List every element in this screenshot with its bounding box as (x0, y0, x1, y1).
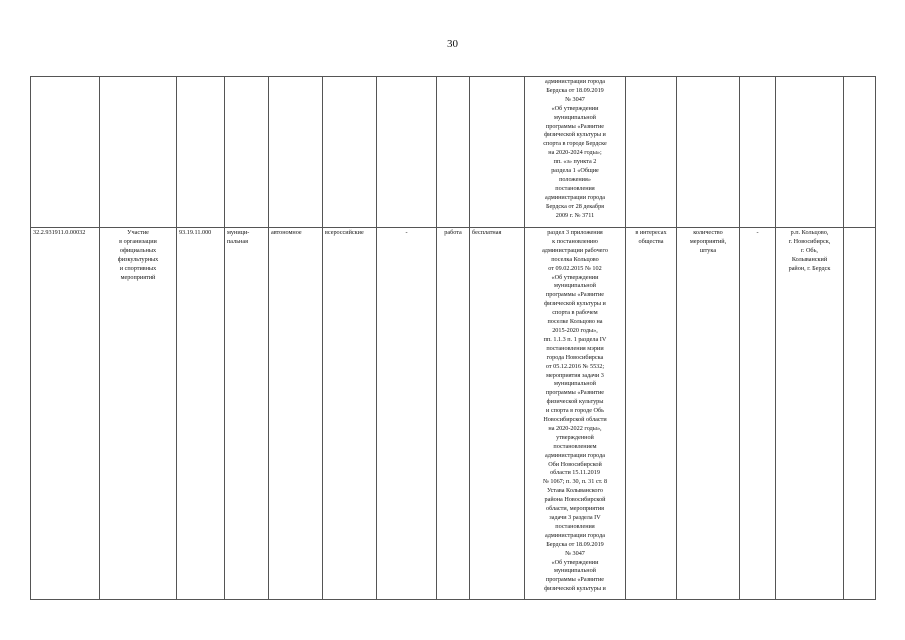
consumers-cell: в интересах общества (626, 228, 677, 600)
consumers-cell (626, 77, 677, 228)
okved-cell: 93.19.11.000 (177, 228, 225, 600)
kind-cell (437, 77, 470, 228)
indicator-cell: количество мероприятий, штука (677, 228, 740, 600)
level-cell (323, 77, 377, 228)
registry-table (30, 76, 876, 600)
payment-cell: бесплатная (470, 228, 525, 600)
okved-cell (177, 77, 225, 228)
legal-basis-cell: администрации города Бердска от 18.09.2019 № 3047 «Об утверждении муниципальной программы «Развитие физической культуры и спорта в городе Бердске на 2020-2024 годы»; пп. «з» пункта 2 раздела 1 «Общие положения» постановления администрации города Бердска от 28 декабря 2009 г. № 3711 (525, 77, 626, 228)
legal-basis-cell: раздел 3 приложения к постановлению администрации рабочего поселка Кольцово от 09.02.2015 № 102 «Об утверждении муниципальной программы «Развитие физической культуры и спорта в рабочем поселке Кольцово на 2015-2020 годы», пп. 1.1.3 п. 1 раздела IV постановления мэрии города Новосибирска от 05.12.2016 № 5532; мероприятия задачи 3 муниципальной программы «Развитие физической культуры и спорта в городе Обь Новосибирской области на 2020-2022 годы», утвержденной постановлением администрации города Оби Новосибирской области 15.11.2019 № 1067; п. 30, п. 31 ст. 8 Устава Колыванского района Новосибирской области, мероприятия задачи 3 раздела IV постановления администрации города Бердска от 18.09.2019 № 3047 «Об утверждении муниципальной программы «Развитие физической культуры и (525, 228, 626, 600)
kind-cell: работа (437, 228, 470, 600)
service-name-cell (100, 77, 177, 228)
registry-code-cell: 32.2.931911.0.00032 (31, 228, 100, 600)
table-row (31, 228, 876, 600)
table-row (31, 77, 876, 228)
extra-cell (377, 77, 437, 228)
last-cell (844, 77, 876, 228)
place-cell: р.п. Кольцово, г. Новосибирск, г. Обь, Колыванский район, г. Бердск (776, 228, 844, 600)
extra2-cell (740, 77, 776, 228)
extra-cell: - (377, 228, 437, 600)
indicator-cell (677, 77, 740, 228)
payment-cell (470, 77, 525, 228)
extra2-cell: - (740, 228, 776, 600)
service-name-cell: Участие в организации официальных физкультурных и спортивных мероприятий (100, 228, 177, 600)
registry-code-cell (31, 77, 100, 228)
page-number: 30 (447, 38, 458, 50)
level-cell: всероссийские (323, 228, 377, 600)
last-cell (844, 228, 876, 600)
owner-cell: муници- пальная (225, 228, 269, 600)
owner-cell (225, 77, 269, 228)
institution-type-cell: автономное (269, 228, 323, 600)
place-cell (776, 77, 844, 228)
institution-type-cell (269, 77, 323, 228)
